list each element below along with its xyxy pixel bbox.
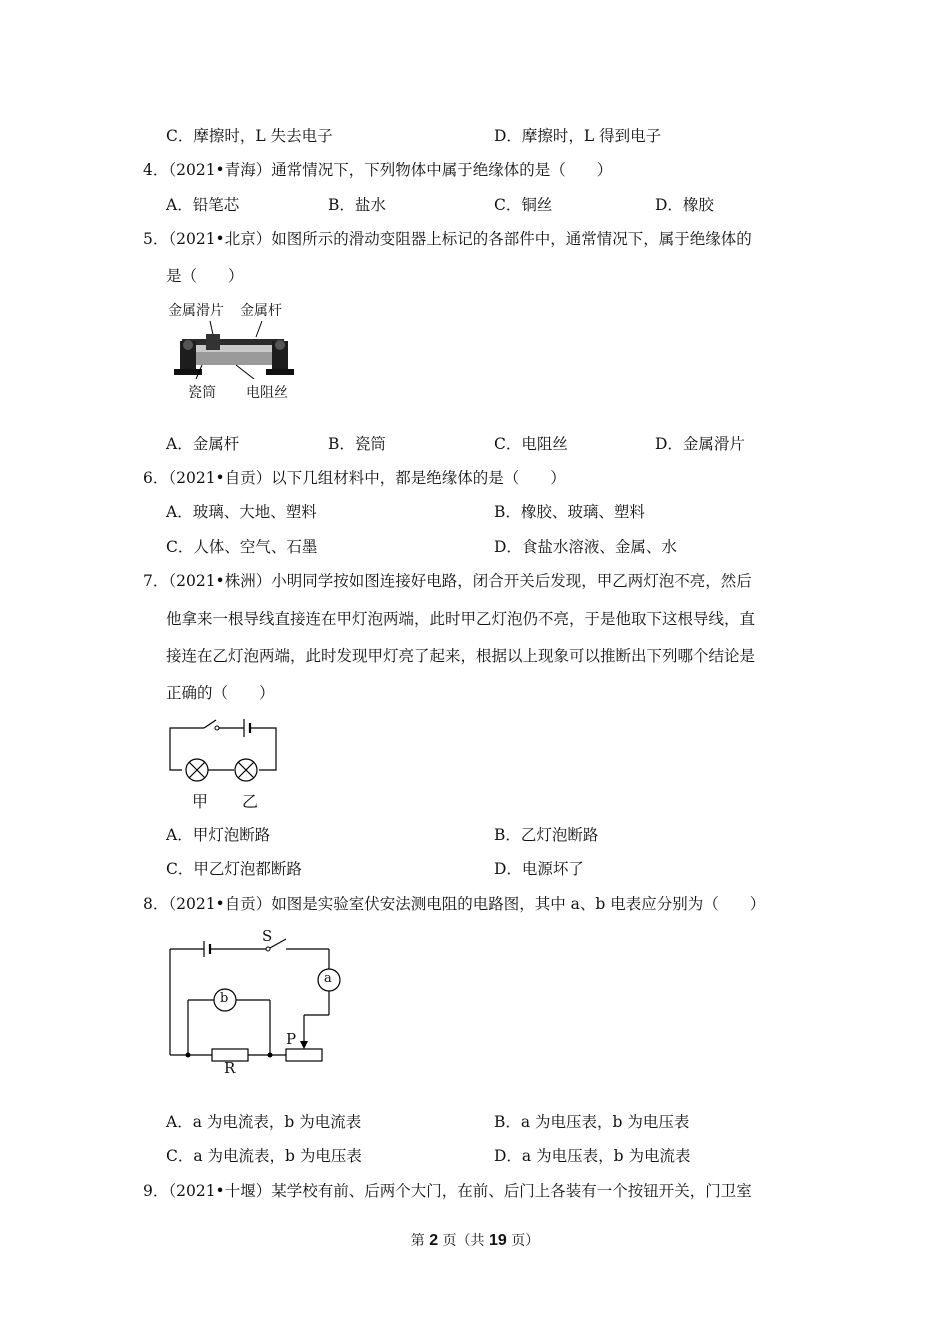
q3-option-c: C．摩擦时，L 失去电子: [166, 127, 333, 145]
label-metal-slider: 金属滑片: [168, 303, 224, 319]
q8-option-b: B．a 为电压表，b 为电压表: [494, 1113, 690, 1131]
q6-option-d: D．食盐水溶液、金属、水: [494, 538, 677, 556]
q5-rheostat-figure: [166, 297, 296, 405]
lamp-yi-label: 乙: [242, 792, 259, 811]
q6-option-a: A．玻璃、大地、塑料: [166, 503, 317, 521]
q8-stem: 8．（2021•自贡）如图是实验室伏安法测电阻的电路图，其中 a、b 电表应分别为（ ）: [143, 895, 766, 913]
label-metal-rod: 金属杆: [240, 303, 282, 319]
footer-middle: 页（共: [438, 1233, 489, 1249]
q8-option-a: A．a 为电流表，b 为电流表: [166, 1113, 362, 1131]
q6-stem: 6．（2021•自贡）以下几组材料中，都是绝缘体的是（ ）: [143, 469, 566, 487]
q4-option-c: C．铜丝: [494, 196, 553, 214]
q5-option-b: B．瓷筒: [328, 435, 386, 453]
q5-stem-line2: 是（ ）: [166, 267, 244, 285]
q7-stem-line2: 他拿来一根导线直接连在甲灯泡两端，此时甲乙灯泡仍不亮，于是他取下这根导线，直: [166, 610, 756, 628]
q7-option-a: A．甲灯泡断路: [166, 826, 271, 844]
q7-stem-line1: 7．（2021•株洲）小明同学按如图连接好电路，闭合开关后发现，甲乙两灯泡不亮，然后: [143, 572, 752, 590]
q5-option-d: D．金属滑片: [655, 435, 745, 453]
q6-option-c: C．人体、空气、石墨: [166, 538, 318, 556]
q5-option-a: A．金属杆: [166, 435, 240, 453]
rheostat-drawing: [166, 317, 296, 379]
q8-option-c: C．a 为电流表，b 为电压表: [166, 1147, 362, 1165]
label-porcelain-tube: 瓷筒: [188, 385, 216, 401]
q6-option-b: B．橡胶、玻璃、塑料: [494, 503, 645, 521]
q9-stem-line1: 9．（2021•十堰）某学校有前、后两个大门，在前、后门上各装有一个按钮开关，门卫室: [143, 1182, 752, 1200]
q3-option-d: D．摩擦时，L 得到电子: [494, 127, 662, 145]
footer-page-number: 2: [429, 1232, 439, 1249]
footer-total-pages: 19: [489, 1232, 507, 1249]
slider-label: P: [286, 1030, 297, 1048]
resistor-label: R: [224, 1059, 236, 1077]
q7-option-c: C．甲乙灯泡都断路: [166, 860, 302, 878]
q5-stem-line1: 5．（2021•北京）如图所示的滑动变阻器上标记的各部件中，通常情况下，属于绝缘体的: [143, 230, 752, 248]
lamp-jia-label: 甲: [192, 792, 209, 811]
q8-circuit-figure: [166, 927, 346, 1079]
meter-b-label: b: [220, 991, 229, 1006]
q7-stem-line4: 正确的（ ）: [166, 684, 275, 702]
meter-a-label: a: [324, 971, 332, 986]
label-resistance-wire: 电阻丝: [246, 385, 288, 401]
q5-option-c: C．电阻丝: [494, 435, 568, 453]
q7-stem-line3: 接连在乙灯泡两端，此时发现甲灯亮了起来，根据以上现象可以推断出下列哪个结论是: [166, 647, 756, 665]
switch-label: S: [262, 927, 273, 945]
footer-prefix: 第: [410, 1233, 430, 1249]
q4-option-d: D．橡胶: [655, 196, 714, 214]
q7-option-d: D．电源坏了: [494, 860, 584, 878]
q4-option-b: B．盐水: [328, 196, 386, 214]
footer-suffix: 页）: [506, 1233, 540, 1249]
q7-circuit-figure: [166, 716, 281, 810]
q8-option-d: D．a 为电压表，b 为电流表: [494, 1147, 691, 1165]
q4-stem: 4．（2021•青海）通常情况下，下列物体中属于绝缘体的是（ ）: [143, 161, 613, 179]
q8-circuit-drawing: [166, 927, 346, 1079]
q4-option-a: A．铅笔芯: [166, 196, 240, 214]
q7-circuit-drawing: [166, 716, 281, 788]
q7-option-b: B．乙灯泡断路: [494, 826, 599, 844]
page-footer: [0, 1230, 950, 1250]
